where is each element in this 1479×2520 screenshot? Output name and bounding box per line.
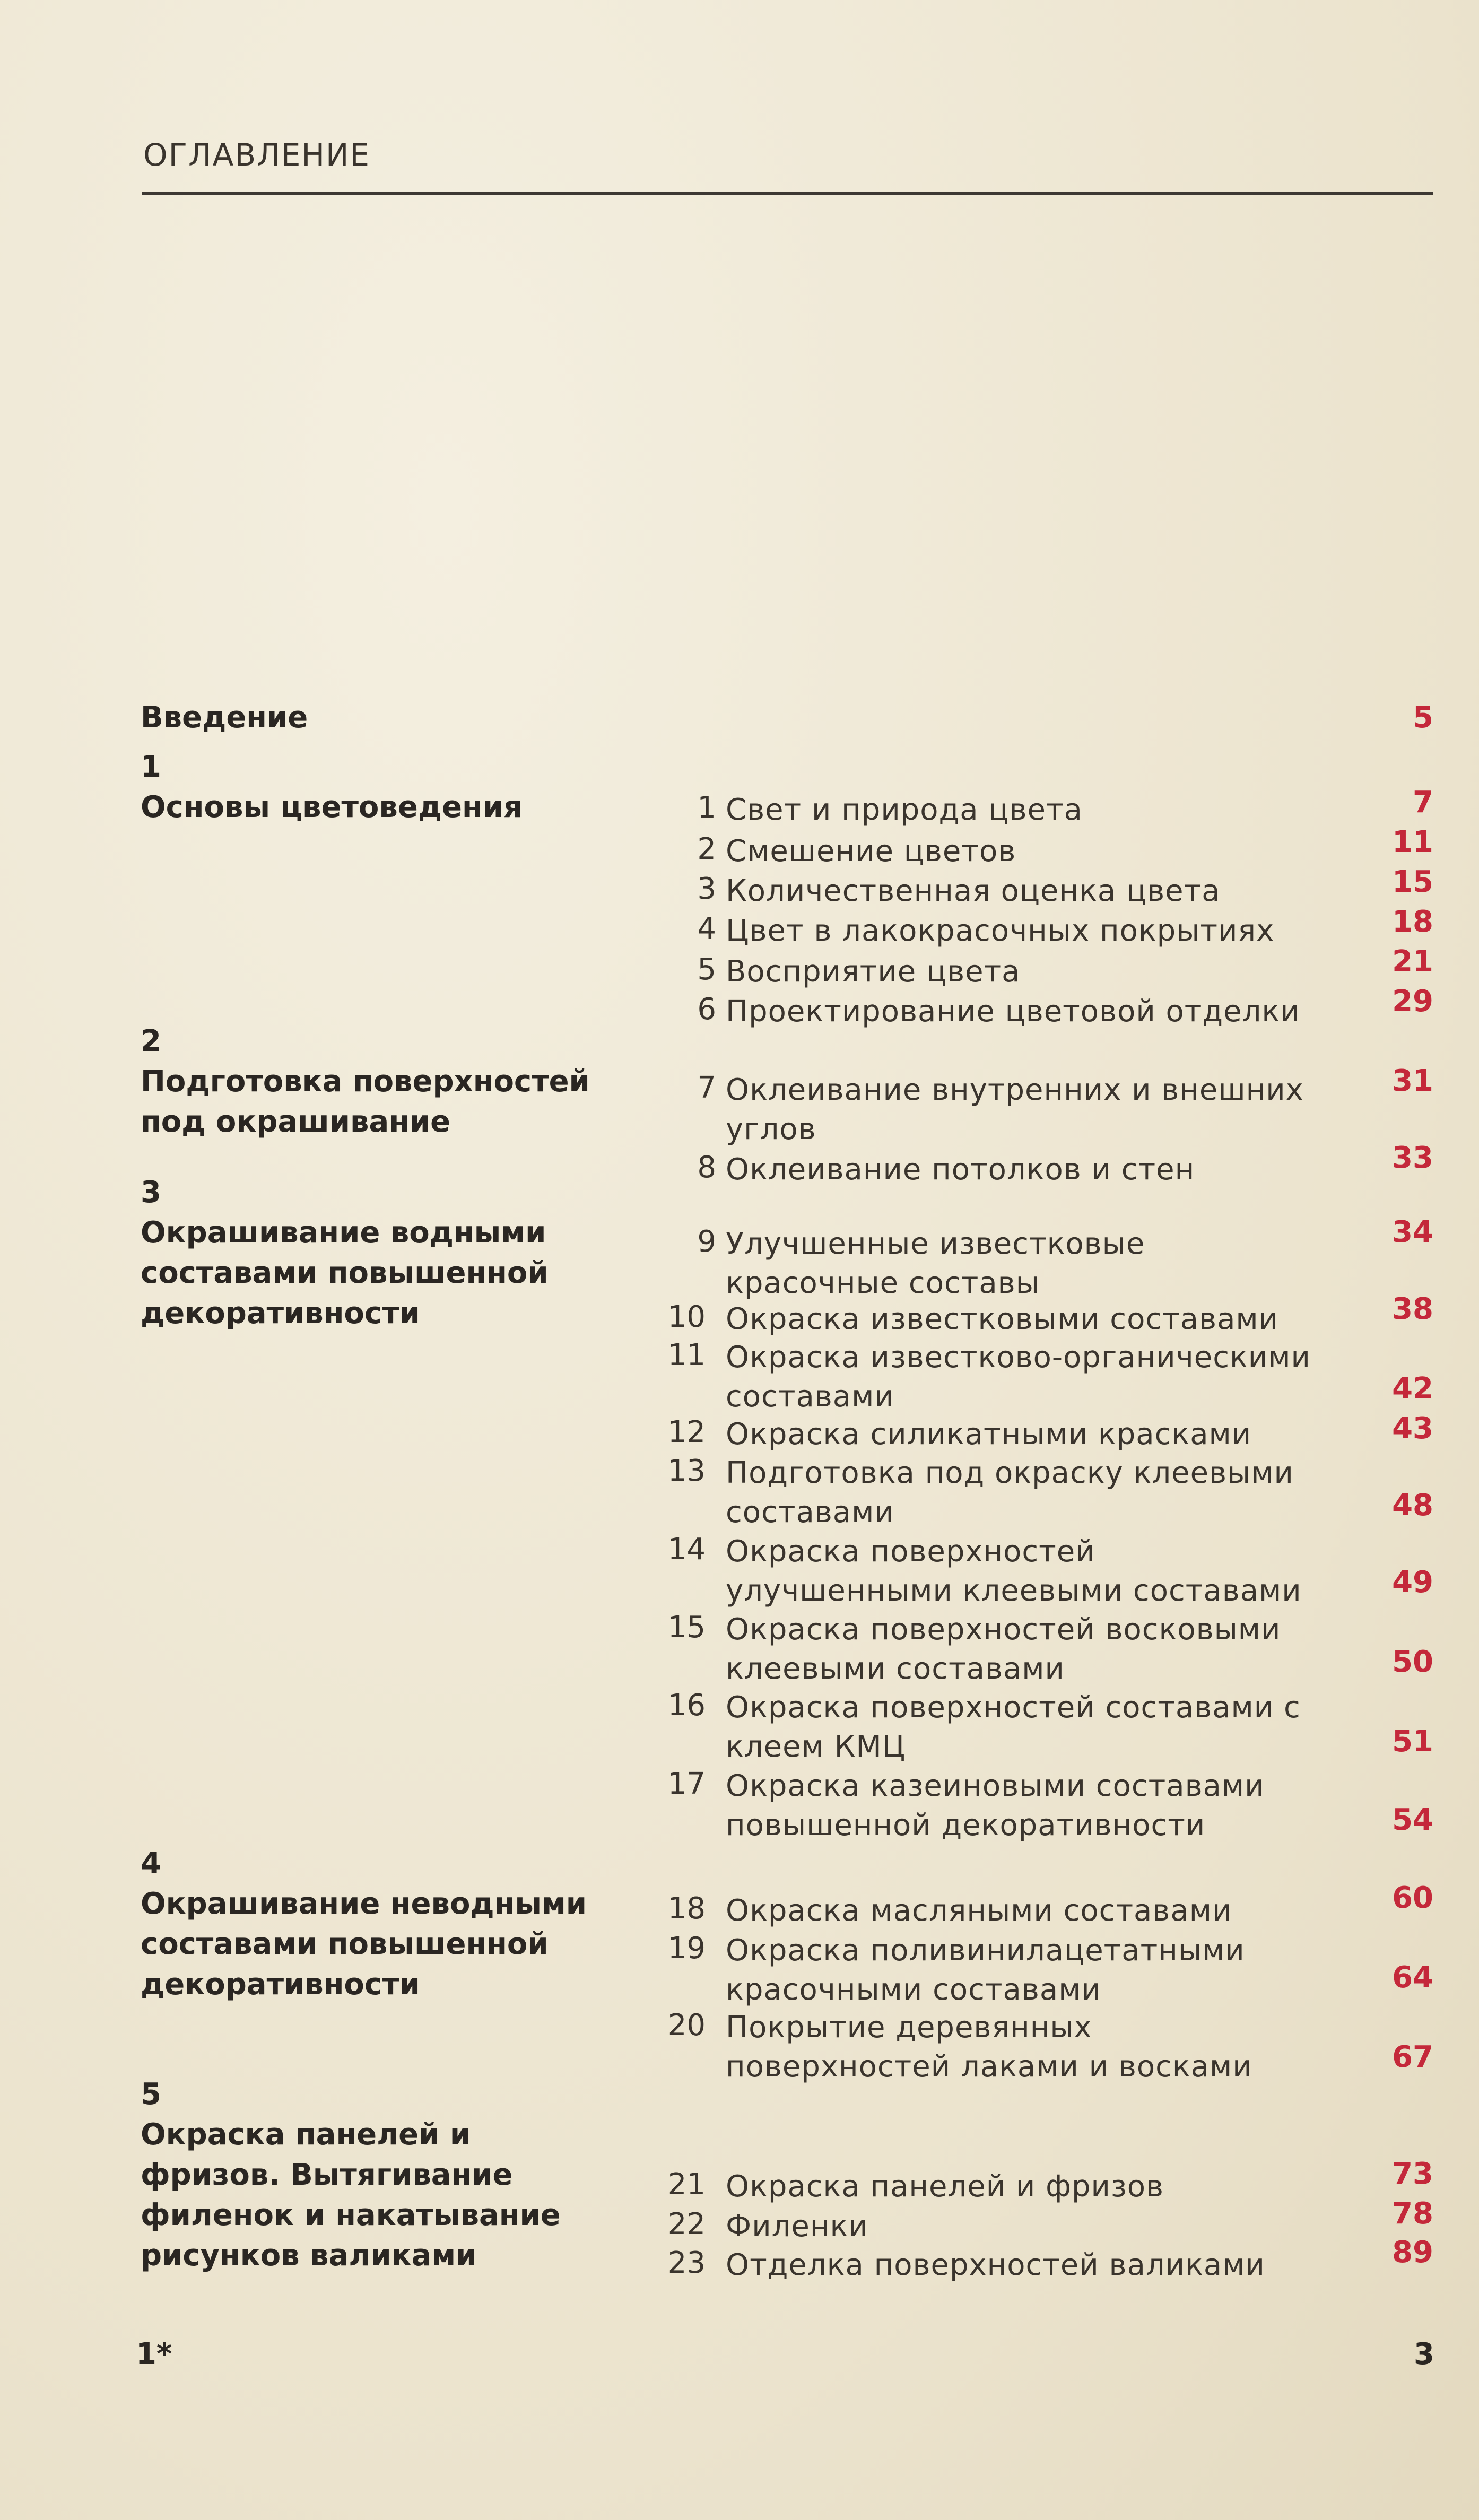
section-page: 33 (1392, 1141, 1433, 1175)
section-page: 48 (1392, 1488, 1433, 1523)
section-page: 67 (1392, 2040, 1433, 2074)
section-number: 18 (667, 1891, 706, 1926)
section-number: 12 (667, 1415, 706, 1449)
toc-header: ОГЛАВЛЕНИЕ (143, 137, 371, 173)
intro-page: 5 (1413, 700, 1433, 735)
chapter-number: 3 (141, 1175, 161, 1210)
section-title: Покрытие деревянных поверхностей лаками и восками (726, 2010, 1252, 2084)
chapter-title: Подготовка поверхностей под окрашивание (141, 1064, 590, 1139)
section-number: 13 (667, 1454, 706, 1488)
chapter-number: 5 (141, 2077, 161, 2111)
section-title: Окраска силикатными красками (726, 1417, 1252, 1452)
section-page: 38 (1392, 1292, 1433, 1326)
section-page: 29 (1392, 984, 1433, 1019)
section-page: 7 (1413, 785, 1433, 820)
page-number: 3 (1414, 2337, 1434, 2371)
header-rule (142, 192, 1433, 195)
section-title: Отделка поверхностей валиками (726, 2248, 1265, 2282)
section-page: 78 (1392, 2196, 1433, 2231)
section-title: Окраска поверхностей улучшенными клеевыми составами (726, 1534, 1302, 1608)
section-page: 21 (1392, 944, 1433, 979)
section-number: 16 (667, 1688, 706, 1723)
section-title: Смешение цветов (726, 834, 1016, 868)
section-title: Цвет в лакокрасочных покрытиях (726, 914, 1275, 948)
section-number: 5 (697, 952, 716, 987)
section-number: 15 (667, 1610, 706, 1645)
section-number: 8 (697, 1150, 716, 1185)
chapter-3 (141, 1172, 618, 1334)
section-page: 11 (1392, 825, 1433, 859)
chapter-title: Окрашивание водными составами повышенной декоративности (141, 1215, 549, 1331)
section-title: Окраска масляными составами (726, 1893, 1232, 1928)
section-number: 2 (697, 832, 716, 866)
section-page: 42 (1392, 1371, 1433, 1406)
section-title: Окраска поверхностей составами с клеем КМЦ (726, 1690, 1301, 1764)
section-title: Восприятие цвета (726, 954, 1021, 989)
chapter-1 (141, 747, 618, 828)
section-number: 21 (667, 2167, 706, 2202)
section-title: Окраска поверхностей восковыми клеевыми составами (726, 1612, 1281, 1686)
section-page: 73 (1392, 2157, 1433, 2191)
section-title: Оклеивание потолков и стен (726, 1152, 1195, 1187)
signature-mark: 1* (136, 2337, 172, 2371)
section-title: Свет и природа цвета (726, 793, 1083, 827)
section-title: Улучшенные известковые красочные составы (726, 1227, 1145, 1300)
section-page: 64 (1392, 1960, 1433, 1995)
intro-label: Введение (141, 700, 308, 735)
section-page: 34 (1392, 1215, 1433, 1249)
chapter-title: Окрашивание неводными составами повышенной декоративности (141, 1887, 587, 2002)
section-page: 89 (1392, 2235, 1433, 2270)
section-title: Окраска казеиновыми составами повышенной декоративности (726, 1769, 1265, 1843)
chapter-number: 1 (141, 750, 161, 784)
section-number: 3 (697, 872, 716, 906)
chapter-number: 2 (141, 1024, 161, 1058)
section-number: 11 (667, 1338, 706, 1372)
section-page: 49 (1392, 1565, 1433, 1600)
section-page: 31 (1392, 1064, 1433, 1098)
section-title: Окраска известковыми составами (726, 1302, 1279, 1336)
section-title: Оклеивание внутренних и внешних углов (726, 1073, 1304, 1146)
chapter-title: Основы цветоведения (141, 790, 523, 824)
section-number: 14 (667, 1532, 706, 1567)
section-title: Подготовка под окраску клеевыми составами (726, 1456, 1294, 1530)
section-number: 10 (667, 1300, 706, 1334)
section-page: 15 (1392, 865, 1433, 899)
section-title: Окраска известково-органическими составами (726, 1340, 1311, 1414)
section-number: 20 (667, 2008, 706, 2043)
section-page: 43 (1392, 1411, 1433, 1446)
section-page: 18 (1392, 905, 1433, 939)
section-title: Окраска поливинилацетатными красочными составами (726, 1933, 1245, 2007)
section-page: 50 (1392, 1645, 1433, 1679)
chapter-title: Окраска панелей и фризов. Вытягивание филенок и накатывание рисунков валиками (141, 2117, 561, 2273)
section-number: 4 (697, 911, 716, 946)
section-number: 19 (667, 1931, 706, 1966)
chapter-5 (141, 2074, 618, 2276)
section-number: 1 (697, 790, 716, 825)
section-number: 6 (697, 992, 716, 1027)
section-number: 7 (697, 1071, 716, 1105)
section-number: 9 (697, 1224, 716, 1259)
section-page: 54 (1392, 1803, 1433, 1837)
section-number: 23 (667, 2246, 706, 2280)
chapter-number: 4 (141, 1846, 161, 1881)
chapter-2 (141, 1021, 618, 1142)
section-title: Количественная оценка цвета (726, 874, 1221, 908)
chapter-4 (141, 1844, 618, 2005)
section-page: 60 (1392, 1881, 1433, 1915)
section-title: Филенки (726, 2209, 868, 2244)
section-title: Окраска панелей и фризов (726, 2169, 1164, 2204)
section-number: 17 (667, 1767, 706, 1801)
section-title: Проектирование цветовой отделки (726, 994, 1300, 1029)
section-page: 51 (1392, 1724, 1433, 1759)
section-number: 22 (667, 2207, 706, 2241)
